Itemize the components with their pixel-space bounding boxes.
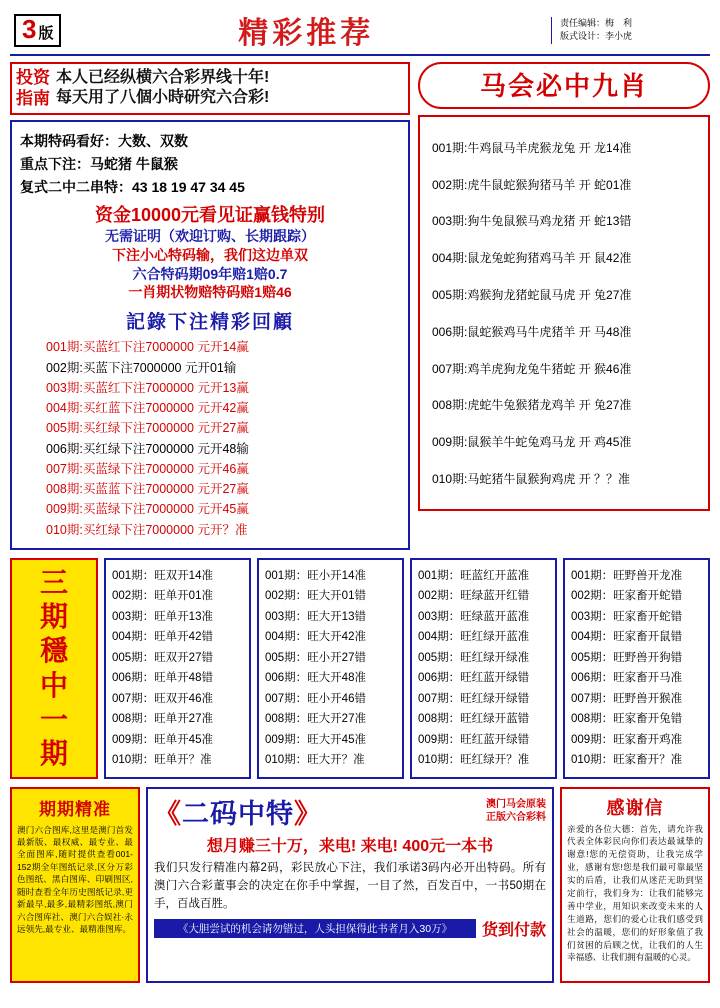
zodiac-row: 007期:鸡羊虎狗龙兔牛猪蛇 开 猴46准: [432, 361, 632, 376]
banner-right-text: [56, 68, 269, 108]
mid-row: 007期：旺双开46准: [112, 692, 213, 705]
mid-row: 001期：旺野兽开龙准: [571, 569, 683, 582]
mid-row: 006期：旺单开48错: [112, 672, 213, 685]
mid-row: 001期：旺双开14准: [112, 569, 213, 582]
zodiac-row: 006期:鼠蛇猴鸡马牛虎猪羊 开 马48准: [432, 324, 632, 339]
column-colors: [410, 558, 557, 779]
record-item: 008期:买蓝蓝下注7000000 元开27赢: [46, 482, 249, 497]
side-label-char: 期: [39, 736, 68, 770]
zodiac-row: 005期:鸡猴狗龙猪蛇鼠马虎 开 兔27准: [432, 288, 632, 303]
page-header: [10, 8, 710, 56]
record-item: 007期:买蓝绿下注7000000 元开46赢: [46, 461, 249, 476]
forecast-line-2: 重点下注：马蛇猪 牛鼠猴: [20, 155, 178, 172]
banner-right-line1: 本人已经纵横六合彩界线十年!: [56, 69, 270, 87]
record-item: 009期:买蓝绿下注7000000 元开45赢: [46, 502, 249, 517]
side-label-char: 中: [39, 668, 68, 702]
ad-title-close-bracket: 》: [294, 798, 322, 829]
forecast-line-3: 复式二中二串特：43 18 19 47 34 45: [20, 178, 245, 195]
record-item: 001期:买蓝红下注7000000 元开14赢: [46, 340, 249, 355]
promo-line-3: 下注小心特码输，我们这边单双: [112, 246, 308, 263]
right-column: [418, 62, 710, 550]
middle-section: [10, 558, 710, 779]
page-number-label: 版: [38, 24, 54, 42]
promo-block: [20, 203, 400, 303]
mid-row: 003期：旺大开13错: [265, 610, 366, 623]
side-label-char: 穩: [39, 634, 68, 668]
record-list: [20, 337, 400, 540]
mid-row: 002期：旺绿蓝开红错: [418, 590, 530, 603]
thanks-panel: [560, 787, 710, 983]
ad-subtitle-line1: 澳门马会原装: [486, 799, 546, 811]
banner-left-line2: 指南: [16, 89, 50, 109]
nine-zodiac-title: 马会必中九肖: [418, 62, 710, 109]
mid-row: 006期：旺家畜开马准: [571, 672, 683, 685]
record-item: 004期:买红蓝下注7000000 元开42赢: [46, 401, 249, 416]
zodiac-row: 008期:虎蛇牛兔猴猪龙鸡羊 开 兔27准: [432, 398, 632, 413]
banner-left-line1: 投资: [16, 68, 50, 87]
mid-row: 005期：旺小开27错: [265, 651, 366, 664]
credit-editor: 责任编辑：梅 利: [560, 17, 633, 28]
column-big-small: [257, 558, 404, 779]
promo-line-2: 无需证明（欢迎订购、长期跟踪）: [105, 227, 315, 244]
forecast-box: [10, 120, 410, 550]
ad-note: 《大胆尝试的机会请勿错过，人头担保得此书者月入30万》: [154, 919, 476, 938]
zodiac-row: 009期:鼠猴羊牛蛇兔鸡马龙 开 鸡45准: [432, 435, 632, 450]
mid-row: 004期：旺大开42准: [265, 631, 366, 644]
ad-cod-label: 货到付款: [481, 921, 546, 939]
mid-row: 006期：旺红蓝开绿错: [418, 672, 530, 685]
mid-row: 004期：旺红绿开蓝准: [418, 631, 530, 644]
ad-body: 我们只发行精准内幕2码，彩民放心下注，我们承诺3码内必开出特码。所有澳门六合彩董事会的决定在你手中掌握，一目了然，百发百中，一书50期在手，百战百胜。: [154, 861, 546, 911]
nine-zodiac-list: [418, 115, 710, 511]
middle-columns: [104, 558, 710, 779]
thanks-title: 感谢信: [606, 797, 664, 818]
page-number-badge: [14, 14, 61, 47]
ad-title-open-bracket: 《: [154, 798, 182, 829]
mid-row: 008期：旺家畜开兔错: [571, 713, 683, 726]
mid-row: 002期：旺大开01错: [265, 590, 366, 603]
mid-row: 002期：旺单开01准: [112, 590, 213, 603]
mid-row: 007期：旺红绿开绿错: [418, 692, 530, 705]
promo-line-4: 六合特码期09年赔1赔0.7: [132, 265, 288, 282]
mid-row: 006期：旺大开48准: [265, 672, 366, 685]
mid-row: 001期：旺小开14准: [265, 569, 366, 582]
side-label-char: 一: [39, 702, 68, 736]
record-item: 006期:买红绿下注7000000 元开48输: [46, 441, 249, 456]
banner-left-text: [16, 67, 50, 110]
accuracy-title: 期期精准: [39, 799, 111, 819]
bottom-section: [10, 787, 710, 983]
mid-row: 004期：旺家畜开鼠错: [571, 631, 683, 644]
mid-row: 007期：旺野兽开猴准: [571, 692, 683, 705]
mid-row: 007期：旺小开46错: [265, 692, 366, 705]
record-item: 005期:买红绿下注7000000 元开27赢: [46, 421, 249, 436]
column-odd-even: [104, 558, 251, 779]
zodiac-row: 001期:牛鸡鼠马羊虎猴龙兔 开 龙14准: [432, 140, 632, 155]
page-number: 3: [22, 13, 37, 44]
credit-designer: 版式设计：李小虎: [560, 31, 633, 41]
mid-row: 005期：旺野兽开狗错: [571, 651, 683, 664]
mid-row: 003期：旺单开13准: [112, 610, 213, 623]
ad-head: [154, 792, 546, 831]
ad-subtitle-line2: 正版六合彩料: [486, 812, 546, 824]
three-period-label: [10, 558, 98, 779]
mid-row: 009期：旺大开45准: [265, 733, 366, 746]
zodiac-row: 002期:虎牛鼠蛇猴狗猪马羊 开 蛇01准: [432, 177, 632, 192]
mid-row: 005期：旺双开27错: [112, 651, 213, 664]
thanks-body: 亲爱的各位大德：首先，请允许我代表全体彩民向你们表达最诚挚的谢意!您的无偿资助，让我完成学业，感谢有您!您是我们最可靠最坚实的后盾，让我们从迷茫无助到坚定前行，我们身为：让我们能够完善中学业，用知识来改变未来的人生道路，您们的爱心让我们感受到社会的温暖，您们的好形象值了我们贫困的后顾之忧，让我们的人生幸福感、让我们拥有温暖的心灵。: [567, 823, 703, 963]
record-item: 002期:买蓝下注7000000 元开01输: [46, 360, 237, 375]
mid-row: 009期：旺单开45准: [112, 733, 213, 746]
ad-subtitle: [486, 798, 546, 824]
zodiac-row: 004期:鼠龙兔蛇狗猪鸡马羊 开 鼠42准: [432, 251, 632, 266]
credits: [551, 17, 710, 44]
mid-row: 002期：旺家畜开蛇错: [571, 590, 683, 603]
mid-row: 008期：旺大开27准: [265, 713, 366, 726]
top-section: [10, 62, 710, 550]
side-label-char: 三: [39, 566, 68, 600]
mid-row: 009期：旺家畜开鸡准: [571, 733, 683, 746]
ad-panel: [146, 787, 554, 983]
page-title: 精彩推荐: [238, 16, 375, 51]
record-item: 003期:买蓝红下注7000000 元开13赢: [46, 380, 249, 395]
mid-row: 003期：旺绿蓝开蓝准: [418, 610, 530, 623]
mid-row: 004期：旺单开42错: [112, 631, 213, 644]
zodiac-row: 003期:狗牛兔鼠猴马鸡龙猪 开 蛇13错: [432, 214, 632, 229]
mid-row: 001期：旺蓝红开蓝准: [418, 569, 530, 582]
record-item: 010期:买红绿下注7000000 元开？准: [46, 522, 248, 537]
mid-row: 003期：旺家畜开蛇错: [571, 610, 683, 623]
ad-headline: 想月赚三十万，来电! 来电! 400元一本书: [206, 837, 494, 855]
mid-row: 010期：旺家畜开？准: [571, 754, 683, 767]
ad-footer: [154, 917, 546, 940]
column-wild-domestic: [563, 558, 710, 779]
promo-line-5: 一肖期状物赔特码赔1赔46: [128, 284, 292, 301]
mid-row: 010期：旺红绿开？准: [418, 754, 530, 767]
side-label-char: 期: [39, 600, 68, 634]
accuracy-body: 澳门六合图库,这里是澳门首发最新版、最权威、最专业、最全面图库,随时提供查看001-152期全年图纸记录,区分万彩色图纸、黑白图库、印刷图区,随时查看全年历史图纸记录,更新最早,最多,最精彩图纸,澳门六合图库社、澳门六合娱社·永远领先,最专业、最精准图库。: [17, 824, 133, 935]
ad-title-text: 二码中特: [182, 798, 294, 829]
mid-row: 010期：旺大开？准: [265, 754, 365, 767]
banner-right-line2: 每天用了八個小時研究六合彩!: [56, 89, 270, 107]
review-title: 記錄下注精彩回顧: [125, 312, 294, 334]
investment-banner: [10, 62, 410, 115]
mid-row: 005期：旺红绿开绿准: [418, 651, 530, 664]
mid-row: 008期：旺红绿开蓝错: [418, 713, 530, 726]
mid-row: 008期：旺单开27准: [112, 713, 213, 726]
left-column: [10, 62, 410, 550]
zodiac-row: 010期:马蛇猪牛鼠猴狗鸡虎 开 ？？准: [432, 472, 631, 487]
forecast-line-1: 本期特码看好：大数、双数: [20, 132, 188, 149]
accuracy-panel: [10, 787, 140, 983]
mid-row: 009期：旺红蓝开绿错: [418, 733, 530, 746]
promo-line-1: 资金10000元看见证赢钱特别: [94, 204, 326, 225]
ad-title: [154, 792, 322, 831]
mid-row: 010期：旺单开？准: [112, 754, 212, 767]
